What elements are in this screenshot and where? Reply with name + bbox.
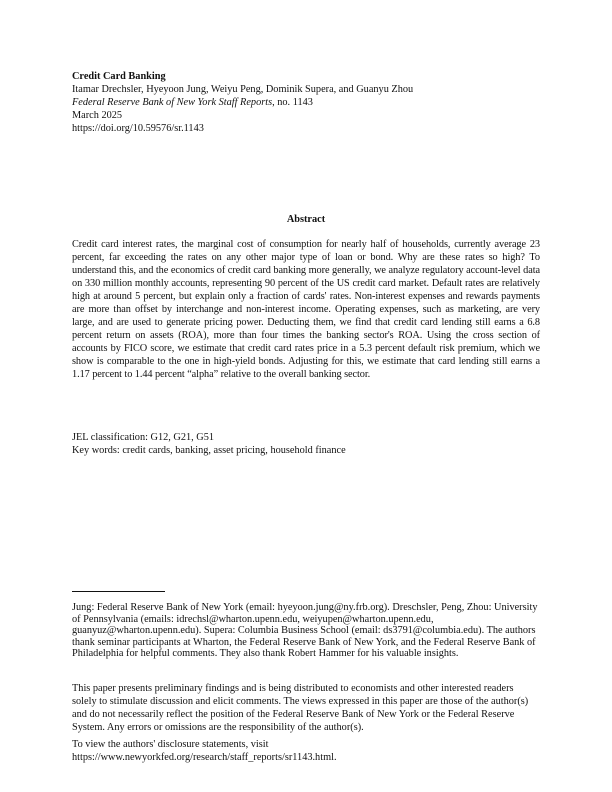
keywords: Key words: credit cards, banking, asset pricing, household finance [72, 444, 346, 456]
footnote-rule [72, 591, 165, 592]
report-series [72, 97, 540, 110]
paper-authors: Itamar Drechsler, Hyeyoon Jung, Weiyu Peng, Dominik Supera, and Guanyu Zhou [72, 83, 414, 95]
disclosure-link[interactable]: https://www.newyorkfed.org/research/staff_reports/sr1143.html. [72, 751, 337, 763]
series-name: Federal Reserve Bank of New York Staff Reports [72, 96, 273, 108]
paper-title: Credit Card Banking [72, 71, 166, 82]
footnote-disclaimer: This paper presents preliminary findings and is being distributed to economists and other interested readers solely to stimulate discussion and elicit comments. The views expressed in this paper are those of the author(s) and do not necessarily reflect the position of the Federal Reserve Bank of New York or the Federal Reserve System. Any errors or omissions are the responsibility of the author(s). [72, 683, 529, 733]
footnote-affiliations: Jung: Federal Reserve Bank of New York (email: hyeyoon.jung@ny.frb.org). Dreschsler, Peng, Zhou: University of Pennsylvania (emails: idrechsl@wharton.upenn.edu, weiyupen@wharton.upenn.edu, guanyuz@wharton.upenn.edu). Supera: Columbia Business School (email: ds3791@columbia.edu). The authors thank seminar participants at Wharton, the Federal Reserve Bank of New York, and the Federal Reserve Bank of Philadelphia for helpful comments. They also thank Robert Hammer for his valuable insights. [72, 602, 538, 660]
jel-classification: JEL classification: G12, G21, G51 [72, 432, 215, 443]
disclosure-label: To view the authors' disclosure statements, visit [72, 739, 269, 750]
series-number: , no. 1143 [272, 96, 313, 108]
classification-section [72, 432, 540, 458]
abstract-heading: Abstract [286, 214, 326, 225]
paper-header [72, 71, 540, 136]
paper-date: March 2025 [72, 109, 123, 121]
footnote-disclosure [72, 739, 540, 765]
paper-doi[interactable]: https://doi.org/10.59576/sr.1143 [72, 122, 204, 134]
abstract-text: Credit card interest rates, the marginal cost of consumption for nearly half of households, currently average 23 percent, far exceeding the rates on any other major type of loan or bond. Why are these rates so high? To understand this, and the economics of credit card banking more generally, we analyze regulatory account-level data on 330 million monthly accounts, representing 90 percent of the US credit card market. Default rates are relatively high at around 5 percent, but explain only a fraction of cards' rates. Non-interest expenses and rewards payments are more than offset by interchange and non-interest income. Operating expenses, such as marketing, are very large, and are used to generate pricing power. Deducting them, we find that credit card lending still earns a 6.8 percent return on assets (ROA), more than four times the banking sector's ROA. Using the cross section of accounts by FICO score, we estimate that credit card rates price in a 5.3 percent default risk premium, which we show is comparable to the one in high-yield bonds. Adjusting for this, we estimate that card lending still earns a 1.17 percent to 1.44 percent “alpha” relative to the overall banking sector. [72, 239, 540, 380]
